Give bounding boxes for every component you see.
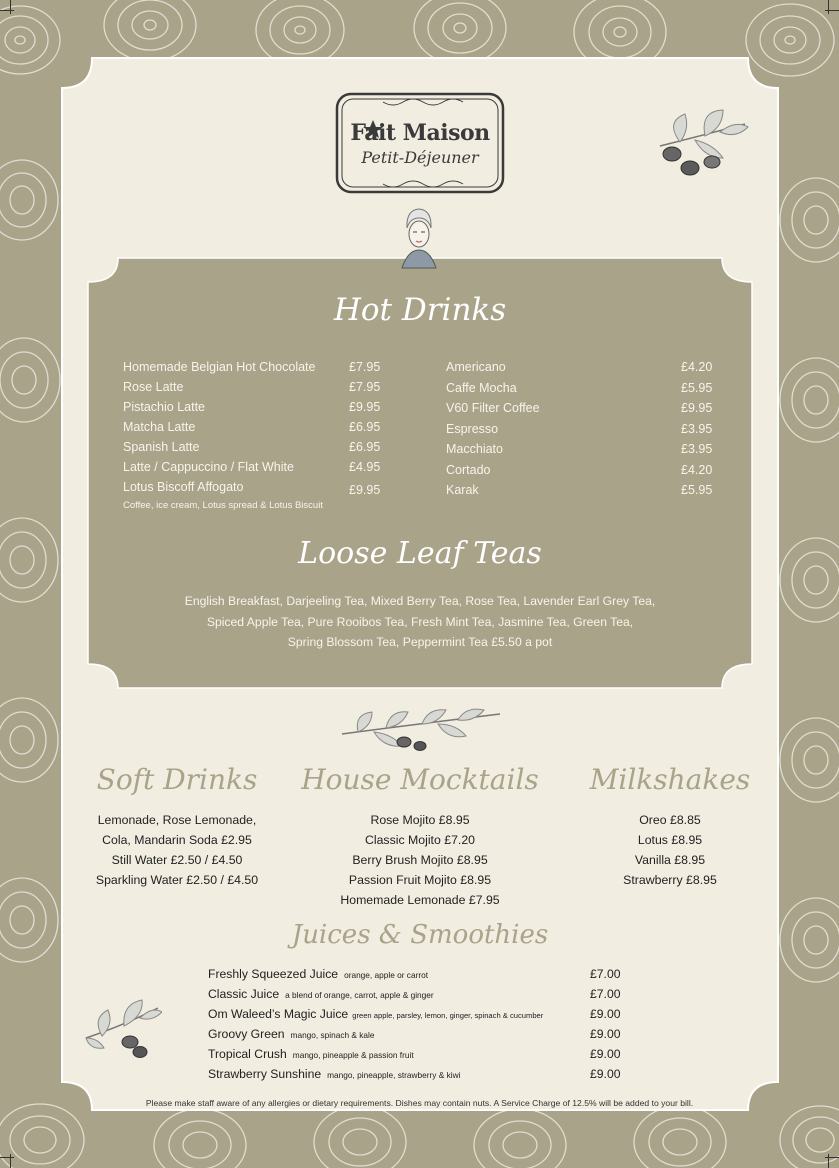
- hot-drink-price: £3.95: [681, 422, 713, 436]
- hot-drink-price: £6.95: [349, 440, 381, 454]
- brand-tagline: Petit-Déjeuner: [361, 148, 479, 167]
- soft-drinks-line: Still Water £2.50 / £4.50: [111, 853, 243, 867]
- mocktails-line: Rose Mojito £8.95: [370, 813, 470, 827]
- crop-mark: [828, 1154, 829, 1168]
- hot-drinks-title: Hot Drinks: [333, 292, 507, 328]
- hot-drink-name: Matcha Latte: [123, 420, 196, 434]
- hot-drink-price: £9.95: [349, 400, 381, 414]
- soft-drinks-line: Sparkling Water £2.50 / £4.50: [95, 873, 259, 887]
- juice-desc: mango, spinach & kale: [290, 1030, 375, 1040]
- brand-name: Fait Maison: [350, 120, 490, 146]
- juice-name: Freshly Squeezed Juice: [208, 967, 339, 981]
- hot-drink-name: Spanish Latte: [123, 440, 200, 454]
- mocktails-line: Classic Mojito £7.20: [364, 833, 476, 847]
- hot-drink-name: Caffe Mocha: [446, 381, 517, 395]
- juice-name: Tropical Crush: [208, 1047, 287, 1061]
- teas-line: Spiced Apple Tea, Pure Rooibos Tea, Fresh Mint Tea, Jasmine Tea, Green Tea,: [206, 614, 634, 629]
- mocktails-line: Homemade Lemonade £7.95: [340, 893, 500, 907]
- juice-item: [208, 987, 434, 1001]
- hot-drink-name: Lotus Biscoff Affogato: [123, 480, 244, 494]
- hot-drink-name: Americano: [446, 360, 506, 374]
- hot-drink-name: Macchiato: [446, 442, 503, 456]
- crop-mark: [0, 1157, 14, 1158]
- juice-price: £7.00: [590, 967, 621, 981]
- crop-mark: [0, 10, 14, 11]
- mocktails-list: [300, 810, 540, 910]
- crop-mark: [10, 1154, 11, 1168]
- soft-drinks-line: Cola, Mandarin Soda £2.95: [102, 833, 252, 847]
- hot-drink-name: Karak: [446, 483, 479, 497]
- juice-name: Classic Juice: [208, 987, 280, 1001]
- crop-mark: [10, 0, 11, 14]
- hot-drink-price: £3.95: [681, 442, 713, 456]
- juice-item: [208, 1007, 543, 1021]
- juice-desc: mango, pineapple, strawberry & kiwi: [327, 1070, 461, 1080]
- hot-drink-price: £9.95: [681, 401, 713, 415]
- mocktails-line: Berry Brush Mojito £8.95: [352, 853, 488, 867]
- hot-drink-price: £6.95: [349, 420, 381, 434]
- teas-list: [120, 591, 720, 653]
- juice-desc: a blend of orange, carrot, apple & ginger: [285, 990, 434, 1000]
- woman-portrait-icon: [398, 206, 440, 272]
- hot-drink-price: £5.95: [681, 381, 713, 395]
- mocktails-title: House Mocktails: [301, 763, 539, 796]
- hot-drink-name: V60 Filter Coffee: [446, 401, 540, 415]
- milkshakes-line: Lotus £8.95: [637, 833, 703, 847]
- juice-item: [208, 967, 428, 981]
- affogato-note: Coffee, ice cream, Lotus spread & Lotus Biscuit: [123, 500, 323, 511]
- juices-title: Juices & Smoothies: [291, 920, 549, 950]
- hot-drink-name: Cortado: [446, 463, 491, 477]
- soft-drinks-title: Soft Drinks: [96, 763, 258, 796]
- brand-logo: [333, 90, 507, 196]
- hot-drink-price: £5.95: [681, 483, 713, 497]
- hot-drink-price: £7.95: [349, 380, 381, 394]
- hot-drink-name: Homemade Belgian Hot Chocolate: [123, 360, 316, 374]
- juice-desc: orange, apple or carrot: [344, 970, 429, 980]
- juice-item: [208, 1027, 375, 1041]
- milkshakes-line: Oreo £8.85: [639, 813, 701, 827]
- juice-item: [208, 1067, 460, 1081]
- hot-drink-name: Espresso: [446, 422, 499, 436]
- hot-drink-price: £7.95: [349, 360, 381, 374]
- juice-desc: mango, pineapple & passion fruit: [292, 1050, 414, 1060]
- hot-drink-name: Latte / Cappuccino / Flat White: [123, 460, 294, 474]
- hot-drink-name: Pistachio Latte: [123, 400, 205, 414]
- mocktails-line: Passion Fruit Mojito £8.95: [348, 873, 492, 887]
- juice-price: £9.00: [590, 1047, 621, 1061]
- soft-drinks-list: [84, 810, 270, 890]
- olive-branch-icon: [338, 700, 504, 754]
- teas-line: Spring Blossom Tea, Peppermint Tea £5.50 a pot: [287, 635, 553, 649]
- allergy-notice: Please make staff aware of any allergies or dietary requirements. Dishes may contain nuts. A Service Charge of 12.5% will be added to your bill.: [145, 1098, 694, 1108]
- teas-title: Loose Leaf Teas: [298, 536, 542, 571]
- teas-line: English Breakfast, Darjeeling Tea, Mixed Berry Tea, Rose Tea, Lavender Earl Grey Tea,: [184, 594, 656, 608]
- hot-drink-price: £4.20: [681, 463, 713, 477]
- juice-name: Groovy Green: [208, 1027, 285, 1041]
- milkshakes-line: Vanilla £8.95: [634, 853, 706, 867]
- crop-mark: [828, 0, 829, 14]
- hot-drink-price: £4.20: [681, 360, 713, 374]
- milkshakes-title: Milkshakes: [589, 763, 751, 796]
- juice-name: Strawberry Sunshine: [208, 1067, 322, 1081]
- juice-price: £9.00: [590, 1067, 621, 1081]
- juice-price: £9.00: [590, 1027, 621, 1041]
- milkshakes-line: Strawberry £8.95: [623, 873, 717, 887]
- soft-drinks-line: Lemonade, Rose Lemonade,: [97, 813, 257, 827]
- olive-branch-icon: [82, 996, 162, 1060]
- juice-price: £9.00: [590, 1007, 621, 1021]
- hot-drink-name: Rose Latte: [123, 380, 184, 394]
- juice-desc: green apple, parsley, lemon, ginger, spinach & cucumber: [352, 1011, 544, 1020]
- milkshakes-list: [578, 810, 762, 890]
- hot-drink-price: £9.95: [349, 483, 381, 497]
- olive-branch-icon: [650, 106, 750, 186]
- juice-item: [208, 1047, 414, 1061]
- hot-drink-price: £4.95: [349, 460, 381, 474]
- juice-price: £7.00: [590, 987, 621, 1001]
- juice-name: Om Waleed’s Magic Juice: [208, 1007, 349, 1021]
